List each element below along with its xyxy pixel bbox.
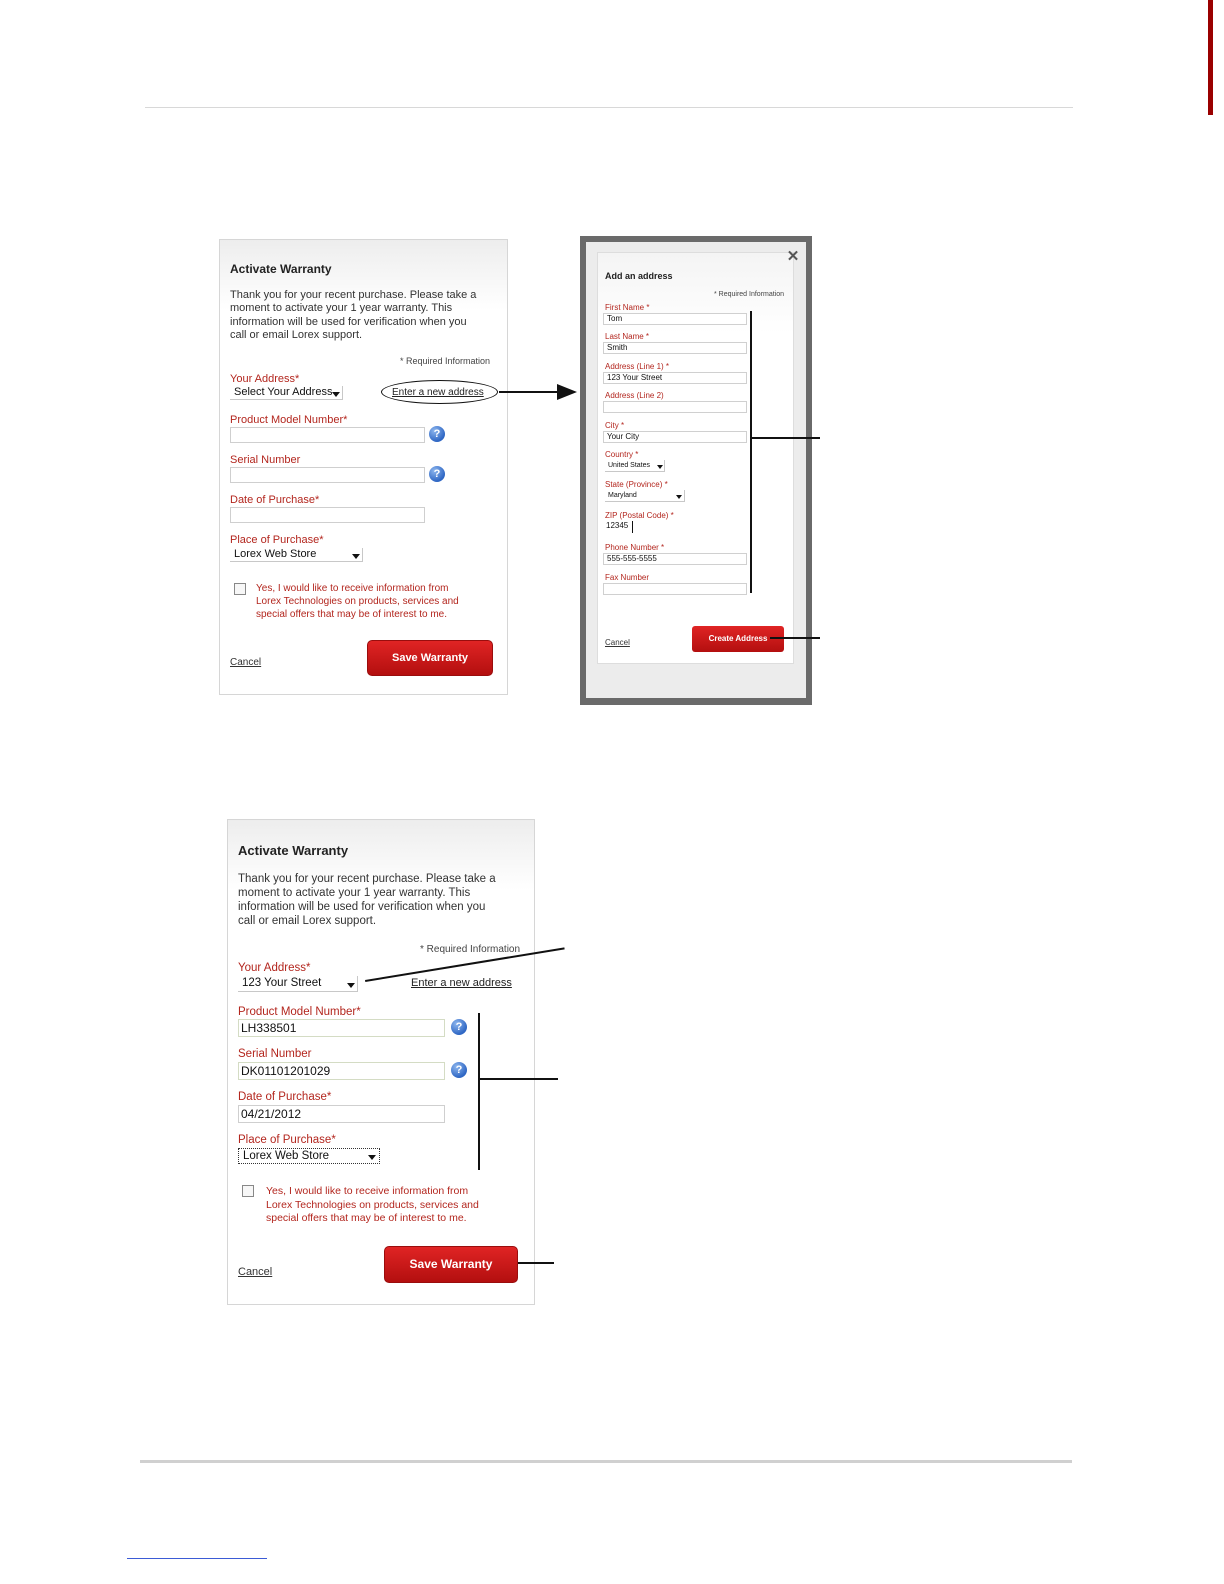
model-input[interactable]: [230, 427, 425, 443]
fax-field[interactable]: [603, 583, 747, 595]
model-label: Product Model Number*: [238, 1006, 361, 1018]
callout-arrowhead: [557, 384, 577, 400]
place-select[interactable]: [230, 548, 363, 562]
required-note: * Required Information: [400, 356, 491, 366]
place-select[interactable]: [238, 1148, 380, 1164]
first-name-field[interactable]: Tom: [603, 313, 747, 325]
chevron-down-icon: [676, 495, 682, 499]
city-field[interactable]: Your City: [603, 431, 747, 443]
chevron-down-icon: [332, 392, 340, 397]
create-address-button[interactable]: Create Address: [692, 626, 784, 652]
address-label: Your Address*: [238, 962, 311, 974]
last-name-label: Last Name *: [605, 332, 650, 341]
address-select-value: Select Your Address: [234, 386, 333, 398]
cancel-link[interactable]: Cancel: [605, 638, 630, 647]
zip-field[interactable]: 12345: [603, 521, 633, 533]
serial-input[interactable]: DK01101201029: [238, 1062, 445, 1080]
address2-label: Address (Line 2): [605, 391, 664, 400]
address-select[interactable]: [238, 976, 358, 992]
callout-arrow-line: [499, 391, 561, 393]
state-select[interactable]: Maryland: [605, 490, 685, 502]
zip-label: ZIP (Postal Code) *: [605, 511, 674, 520]
optin-checkbox[interactable]: [242, 1185, 254, 1197]
model-label: Product Model Number*: [230, 414, 348, 426]
footer-rule: [140, 1460, 1072, 1463]
page-edge-marker: [1208, 0, 1213, 115]
enter-new-address-link[interactable]: Enter a new address: [392, 387, 484, 398]
help-icon[interactable]: ?: [429, 466, 445, 482]
date-label: Date of Purchase*: [238, 1091, 332, 1103]
chevron-down-icon: [368, 1155, 376, 1160]
optin-text: Yes, I would like to receive information from Lorex Technologies on products, services and special offers that may be of interest to me.: [266, 1185, 479, 1225]
country-select[interactable]: United States: [605, 460, 665, 472]
intro-text: Thank you for your recent purchase. Please take a moment to activate your 1 year warranty. This information will be used for verification when you call or email Lorex support.: [238, 873, 496, 928]
callout-line: [750, 437, 820, 439]
optin-checkbox[interactable]: [234, 583, 246, 595]
required-note: * Required Information: [714, 291, 785, 298]
date-input[interactable]: [230, 507, 425, 523]
chevron-down-icon: [352, 554, 360, 559]
place-select-value: Lorex Web Store: [234, 548, 317, 560]
intro-text: Thank you for your recent purchase. Please take a moment to activate your 1 year warranty. This information will be used for verification when you call or email Lorex support.: [230, 289, 477, 342]
country-label: Country *: [605, 450, 639, 459]
address-label: Your Address*: [230, 373, 300, 385]
cancel-link[interactable]: Cancel: [230, 657, 262, 668]
place-select-value: Lorex Web Store: [243, 1150, 330, 1162]
address1-field[interactable]: 123 Your Street: [603, 372, 747, 384]
chevron-down-icon: [657, 465, 663, 469]
callout-bracket: [478, 1013, 480, 1170]
cancel-link[interactable]: Cancel: [238, 1266, 273, 1278]
help-icon[interactable]: ?: [451, 1062, 467, 1078]
enter-new-address-link[interactable]: Enter a new address: [411, 977, 512, 989]
address-select-value: 123 Your Street: [242, 977, 322, 989]
fax-label: Fax Number: [605, 573, 650, 582]
address2-field[interactable]: [603, 401, 747, 413]
address1-label: Address (Line 1) *: [605, 362, 670, 371]
highlight-ellipse: [381, 380, 498, 404]
dialog-title: Add an address: [605, 271, 673, 281]
save-warranty-button[interactable]: Save Warranty: [367, 640, 493, 676]
place-label: Place of Purchase*: [238, 1134, 336, 1146]
close-icon[interactable]: ✕: [786, 248, 800, 265]
phone-field[interactable]: 555-555-5555: [603, 553, 747, 565]
callout-line: [518, 1262, 554, 1264]
callout-bracket: [750, 311, 752, 593]
city-label: City *: [605, 421, 625, 430]
header-rule: [145, 107, 1073, 108]
panel-title: Activate Warranty: [238, 843, 349, 858]
callout-line: [770, 637, 820, 639]
serial-input[interactable]: [230, 467, 425, 483]
state-label: State (Province) *: [605, 480, 668, 489]
footer-link-underline: [127, 1558, 267, 1559]
phone-label: Phone Number *: [605, 543, 665, 552]
help-icon[interactable]: ?: [451, 1019, 467, 1035]
address-select[interactable]: [230, 386, 343, 400]
first-name-label: First Name *: [605, 303, 650, 312]
chevron-down-icon: [347, 983, 355, 988]
place-label: Place of Purchase*: [230, 534, 324, 546]
date-label: Date of Purchase*: [230, 494, 320, 506]
panel-title: Activate Warranty: [230, 262, 332, 276]
save-warranty-button[interactable]: Save Warranty: [384, 1246, 518, 1283]
callout-line: [478, 1078, 558, 1080]
last-name-field[interactable]: Smith: [603, 342, 747, 354]
date-input[interactable]: 04/21/2012: [238, 1105, 445, 1123]
optin-text: Yes, I would like to receive information from Lorex Technologies on products, services and special offers that may be of interest to me.: [256, 583, 459, 620]
serial-label: Serial Number: [230, 454, 301, 466]
required-note: * Required Information: [420, 944, 521, 955]
model-input[interactable]: LH338501: [238, 1019, 445, 1037]
help-icon[interactable]: ?: [429, 426, 445, 442]
serial-label: Serial Number: [238, 1048, 312, 1060]
